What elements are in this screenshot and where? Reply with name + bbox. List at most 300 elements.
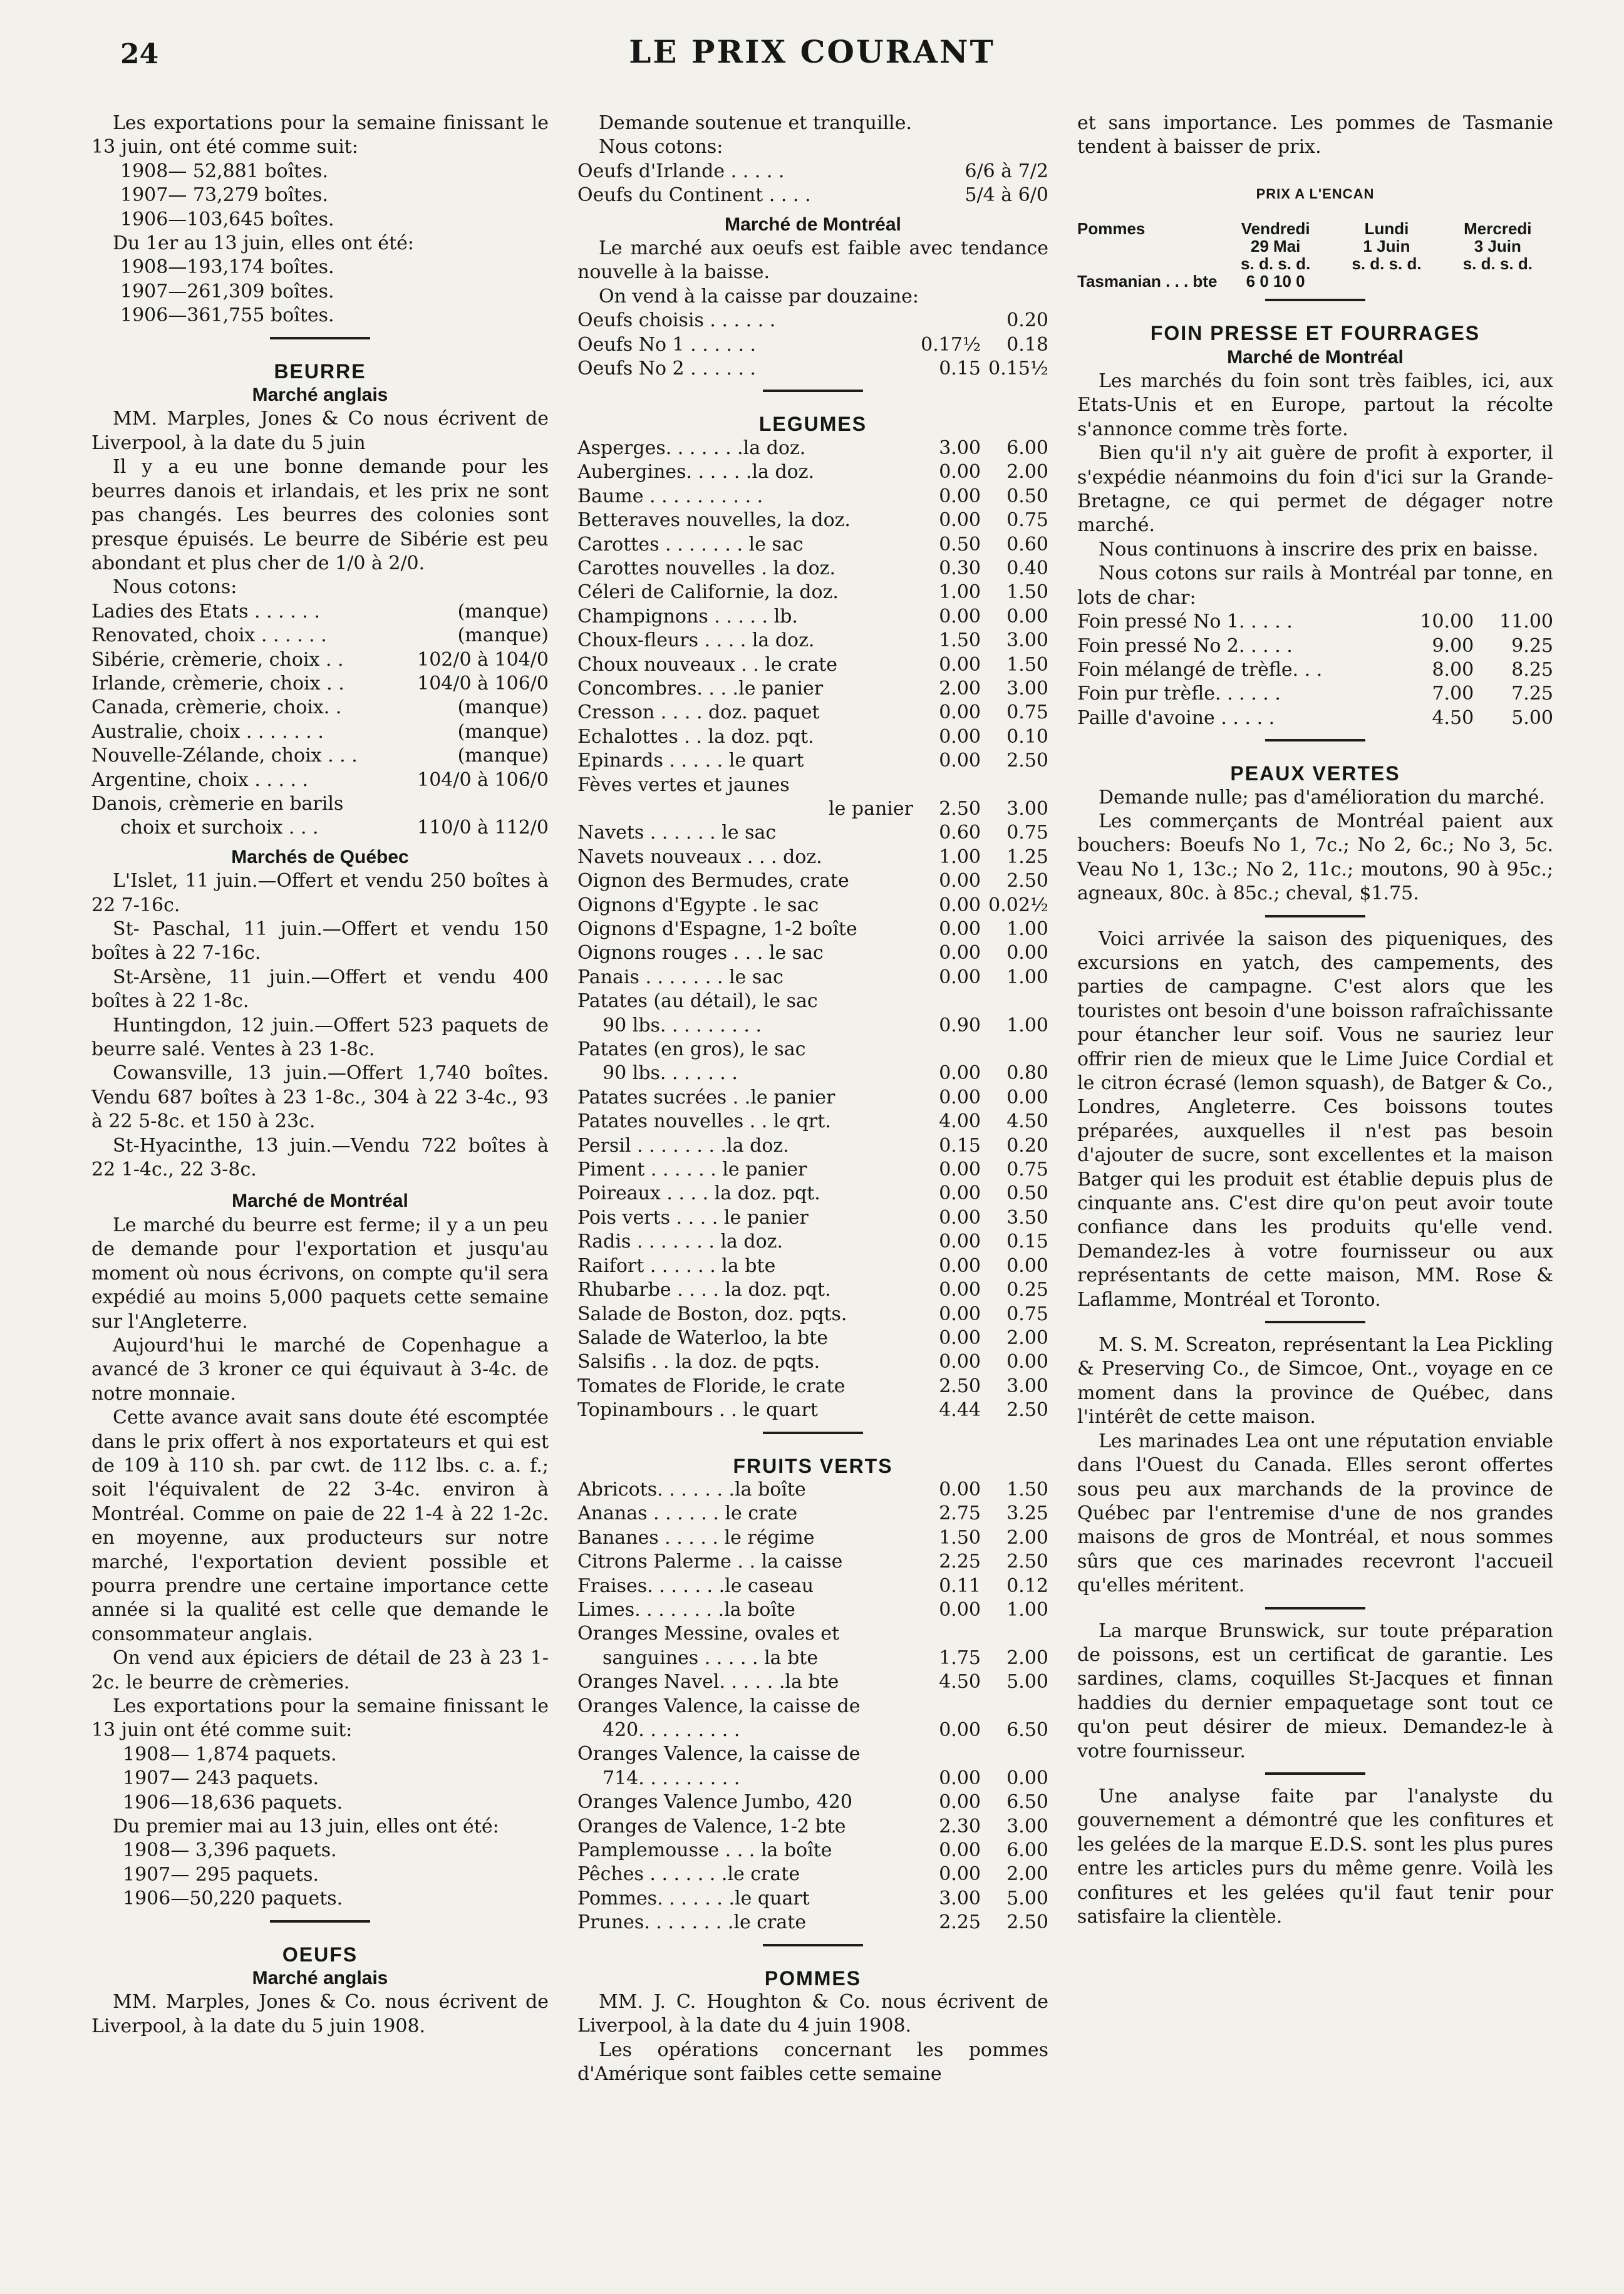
tasmanian-value [1442, 272, 1553, 290]
item-price: 6.50 [1006, 1791, 1048, 1814]
text-line: Cette avance avait sans doute été escomptée dans le prix offert à nos exportateurs et qui est de 109 à 110 sh. par cwt. de 112 lbs. c. a. f.; soit l'équivalent de 22 3-4c. environ à Montréal. Comme on paie de 22 1-4 à 22 1-2c. en moyenne, aux producteurs sur notre marché, l'exportation devient possible et pourra prendre une certaine importance cette année si la qualité est celle que demande le consommateur anglais. [91, 1407, 549, 1645]
pommes-para-3: et sans importance. Les pommes de Tasmanie tendent à baisser de prix. [1077, 112, 1553, 158]
item-name: Oignons rouges . . . le sac [577, 942, 824, 964]
text-line: 1906—103,645 boîtes. [120, 208, 334, 230]
item-price: 0.00 [939, 461, 981, 483]
item-price: 4.50 [939, 1671, 981, 1693]
date-header: 29 Mai [1250, 237, 1301, 256]
section-rule [1265, 1321, 1365, 1323]
table-row [577, 1718, 1048, 1742]
item-price: 4.50 [1432, 706, 1474, 729]
table-row [577, 1598, 1048, 1622]
page-number: 24 [120, 38, 159, 70]
table-row [577, 1398, 1048, 1422]
item-price: 9.25 [1511, 634, 1553, 657]
item-price: 0.00 [1006, 1086, 1048, 1108]
item-name: Carottes nouvelles . la doz. [577, 557, 836, 579]
item-price: 3.00 [1006, 677, 1048, 700]
item-price [981, 773, 1048, 797]
item-name: Fraises. . . . . . .le caseau [577, 1574, 814, 1597]
item-name: Foin mélangé de trèfle. . . [1077, 658, 1323, 681]
item-name: Radis . . . . . . . la doz. [577, 1231, 784, 1253]
table-row [577, 1767, 1048, 1790]
item-price: 0.00 [939, 1326, 981, 1349]
item-price: 0.00 [1006, 1351, 1048, 1373]
table-row [577, 653, 1048, 677]
item-name: Oranges Valence Jumbo, 420 [577, 1791, 852, 1814]
lea-paras [1077, 1333, 1553, 1598]
montreal-subheading: Marché de Montréal [232, 1191, 408, 1212]
text-line: Bien qu'il n'y ait guère de profit à exporter, il s'expédie néanmoins du foin d'ici sur la Grande-Bretagne, ce qui permet de dégager notre marché. [1077, 442, 1553, 537]
section-rule [763, 390, 863, 392]
item-name: Pamplemousse . . . la boîte [577, 1839, 832, 1862]
section-rule [763, 1432, 863, 1434]
item-price: 1.75 [939, 1646, 981, 1669]
item-price: 1.50 [939, 629, 981, 652]
egg-rows [577, 160, 1048, 208]
item-price [981, 1742, 1048, 1766]
legumes-heading: LEGUMES [758, 413, 867, 436]
table-row [91, 744, 549, 768]
item-name: Patates (en gros), le sac [577, 1038, 806, 1061]
table-row [91, 816, 549, 840]
table-row [577, 1911, 1048, 1935]
item-name: Piment . . . . . . le panier [577, 1159, 807, 1181]
item-price: 0.00 [939, 1086, 981, 1108]
item-price: 0.50 [939, 533, 981, 555]
table-row [577, 1863, 1048, 1886]
item-price: 7.25 [1511, 683, 1553, 705]
item-name: Abricots. . . . . . .la boîte [577, 1478, 806, 1501]
item-name: Pêches . . . . . . .le crate [577, 1863, 800, 1886]
item-name: Patates nouvelles . . le qrt. [577, 1110, 831, 1133]
text-line: 1906—50,220 paquets. [123, 1888, 343, 1910]
item-price: 2.50 [939, 797, 981, 820]
item-name: Rhubarbe . . . . la doz. pqt. [577, 1279, 831, 1301]
section-rule [1265, 299, 1365, 301]
item-price: 0.20 [1006, 1134, 1048, 1157]
quebec-subheading: Marchés de Québec [231, 846, 409, 867]
text-line: 1907— 243 paquets. [123, 1767, 319, 1790]
table-row [577, 629, 1048, 653]
item-name: Raifort . . . . . . la bte [577, 1254, 776, 1277]
item-price: 3.25 [1006, 1502, 1048, 1525]
item-price: 0.18 [1006, 333, 1048, 356]
eds-para: Une analyse faite par l'analyste du gouvernement a démontré que les confitures et les gelées de la marque E.D.S. sont les plus pures entre les articles purs du même genre. Voilà les confitures et les gelées qu'il faut tenir pour satisfaire la clientèle. [1077, 1785, 1553, 1928]
item-price: 0.00 [939, 1279, 981, 1301]
item-name: le panier [829, 797, 913, 820]
item-price: 5.00 [1511, 706, 1553, 729]
item-name: Argentine, choix . . . . . [91, 768, 309, 791]
item-price: 0.12 [1006, 1574, 1048, 1597]
table-row [577, 1502, 1048, 1526]
text-line: 1906—18,636 paquets. [123, 1791, 343, 1814]
pommes-heading: POMMES [764, 1966, 862, 1990]
item-price: 0.75 [1006, 1303, 1048, 1325]
item-price: 2.50 [939, 1375, 981, 1397]
item-price: 6.50 [1006, 1719, 1048, 1741]
unit-header: s. d. s. d. [1241, 254, 1311, 274]
oeufs-para-1: MM. Marples, Jones & Co. nous écrivent de Liverpool, à la date du 5 juin 1908. [91, 1991, 549, 2037]
table-row [577, 1670, 1048, 1694]
item-price: 0.00 [939, 1791, 981, 1814]
item-name: 90 lbs. . . . . . . . . [603, 1014, 762, 1036]
item-price: 0.00 [939, 1598, 981, 1621]
table-row [577, 989, 1048, 1013]
item-price: 0.60 [1006, 533, 1048, 555]
item-name: Irlande, crèmerie, choix . . [91, 672, 344, 695]
item-price: 0.15 [939, 358, 981, 380]
table-row [1077, 220, 1553, 237]
item-price: 0.00 [939, 1231, 981, 1253]
item-price [981, 1695, 1048, 1718]
item-price: 2.25 [939, 1551, 981, 1573]
item-price: 0.90 [939, 1014, 981, 1036]
item-price: 1.50 [1006, 653, 1048, 676]
table-row [577, 1182, 1048, 1206]
quebec-paras [91, 869, 549, 1182]
item-price: 0.00 [939, 605, 981, 628]
item-price: 104/0 à 106/0 [417, 768, 549, 791]
item-price: 1.50 [1006, 581, 1048, 604]
section-rule [270, 337, 370, 339]
table-row [577, 1038, 1048, 1062]
item-price: 1.00 [939, 845, 981, 868]
item-price: 0.15 [939, 1134, 981, 1157]
item-price: 0.75 [1006, 1159, 1048, 1181]
item-name: Oranges Navel. . . . . .la bte [577, 1671, 839, 1693]
egg-montreal-table [577, 309, 1048, 381]
table-row [577, 677, 1048, 701]
item-name: Foin pur trèfle. . . . . . [1077, 683, 1281, 705]
item-price: 9.00 [1432, 634, 1474, 657]
item-name: Oignons d'Egypte . le sac [577, 894, 819, 916]
table-row [577, 1303, 1048, 1326]
item-name: 90 lbs. . . . . . . [603, 1062, 738, 1085]
table-row [577, 1206, 1048, 1230]
table-row [577, 941, 1048, 965]
item-price [913, 1742, 981, 1766]
item-price: 0.00 [939, 1159, 981, 1181]
section-rule [270, 1920, 370, 1923]
table-row [91, 624, 549, 648]
beurre-para-2: Il y a eu une bonne demande pour les beurres danois et irlandais, et les prix ne sont pas changés. Les beurres des colonies sont presque épuisés. Le beurre de Sibérie est peu abondant et plus cher de 1/0 à 2/0. [91, 456, 549, 574]
item-price: 6.00 [1006, 437, 1048, 459]
egg-montreal-rows [577, 309, 1048, 381]
table-row [577, 1815, 1048, 1839]
table-row [577, 605, 1048, 629]
item-price: 2.00 [939, 677, 981, 700]
item-price: 2.30 [939, 1815, 981, 1837]
section-rule [1265, 1607, 1365, 1609]
item-price: 0.00 [939, 918, 981, 940]
beurre-heading: BEURRE [274, 359, 366, 383]
table-row [1077, 682, 1553, 706]
item-price: (manque) [457, 624, 549, 647]
table-row [577, 1622, 1048, 1646]
item-price: 4.00 [939, 1110, 981, 1133]
item-price: 0.00 [939, 1303, 981, 1325]
item-price: 3.50 [1006, 1206, 1048, 1229]
item-price: 0.00 [939, 1478, 981, 1501]
item-name: Prunes. . . . . . . .le crate [577, 1911, 807, 1934]
table-row [577, 533, 1048, 557]
table-row [577, 1574, 1048, 1598]
item-price: 0.60 [939, 822, 981, 844]
pommes-para-2: Les opérations concernant les pommes d'Amérique sont faibles cette semaine [577, 2038, 1048, 2085]
table-row [1077, 658, 1553, 682]
text-line: 1907—261,309 boîtes. [120, 280, 334, 302]
item-price: 0.00 [939, 701, 981, 724]
text-line: St-Hyacinthe, 13 juin.—Vendu 722 boîtes à 22 1-4c., 22 3-8c. [91, 1134, 549, 1181]
marche-anglais-subheading: Marché anglais [252, 385, 388, 406]
table-row [577, 749, 1048, 773]
table-row [577, 160, 1048, 183]
oeufs-marche-subheading: Marché anglais [252, 1968, 388, 1989]
item-price: 0.75 [1006, 701, 1048, 724]
item-price: 1.50 [1006, 1478, 1048, 1501]
table-row [1077, 610, 1553, 634]
item-name: Persil . . . . . . . .la doz. [577, 1134, 789, 1157]
danois-line-1: Danois, crèmerie en barils [91, 792, 344, 815]
item-price [913, 1038, 981, 1062]
item-price: 0.00 [1006, 1254, 1048, 1277]
oeufs-para-2: Demande soutenue et tranquille. [599, 112, 913, 134]
item-name: Salade de Waterloo, la bte [577, 1326, 828, 1349]
item-name: Citrons Palerme . . la caisse [577, 1551, 843, 1573]
item-name: Oranges Messine, ovales et [577, 1623, 840, 1645]
table-row [577, 1230, 1048, 1254]
table-row [577, 309, 1048, 333]
item-name: Ladies des Etats . . . . . . [91, 600, 320, 623]
unit-header: s. d. s. d. [1462, 254, 1533, 274]
montreal-paras [91, 1214, 549, 1743]
item-name: Bananes . . . . . le régime [577, 1526, 815, 1549]
oeufs-nous-cotons: Nous cotons: [599, 136, 723, 158]
item-name: Oeufs du Continent . . . . [577, 184, 811, 207]
section-rule [763, 1944, 863, 1946]
item-price: 0.00 [939, 750, 981, 772]
text-line: Cowansville, 13 juin.—Offert 1,740 boîtes. Vendu 687 boîtes à 23 1-8c., 304 à 22 3-4c., 93 à 22 5-8c. et 150 à 23c. [91, 1062, 549, 1133]
page-title: LE PRIX COURANT [629, 33, 995, 70]
item-price: 1.00 [1006, 1598, 1048, 1621]
table-row [577, 845, 1048, 869]
table-row [577, 485, 1048, 509]
item-price [913, 309, 981, 333]
egg-price-table [577, 160, 1048, 208]
prix-encan-header: PRIX A L'ENCAN [1256, 185, 1375, 202]
item-name: Ananas . . . . . . le crate [577, 1502, 798, 1525]
item-price [913, 773, 981, 797]
table-row [91, 720, 549, 744]
item-price: 0.00 [939, 1062, 981, 1085]
item-price: 1.50 [939, 1526, 981, 1549]
section-rule [1265, 915, 1365, 917]
text-line: 1907— 73,279 boîtes. [120, 184, 328, 207]
table-row [577, 1375, 1048, 1398]
table-row [577, 1695, 1048, 1718]
table-row [577, 1110, 1048, 1134]
text-line: Aujourd'hui le marché de Copenhague a avancé de 3 kroner ce qui équivaut à 3-4c. de notre monnaie. [91, 1334, 549, 1405]
day-header: Vendredi [1241, 219, 1310, 239]
item-price: 2.50 [1006, 870, 1048, 892]
item-name: Navets nouveaux . . . doz. [577, 845, 822, 868]
table-row [577, 333, 1048, 357]
item-price: 2.00 [1006, 1863, 1048, 1886]
text-line: L'Islet, 11 juin.—Offert et vendu 250 boîtes à 22 7-16c. [91, 870, 549, 916]
item-name: Betteraves nouvelles, la doz. [577, 509, 851, 532]
column-2 [577, 111, 1048, 2087]
text-line: St-Arsène, 11 juin.—Offert et vendu 400 boîtes à 22 1-8c. [91, 966, 549, 1013]
item-price: 1.25 [1006, 845, 1048, 868]
item-price [913, 1622, 981, 1646]
item-name: Australie, choix . . . . . . . [91, 720, 324, 743]
text-line: 1908— 1,874 paquets. [123, 1743, 337, 1765]
item-price: 0.00 [939, 653, 981, 676]
item-price: 0.40 [1006, 557, 1048, 579]
table-row [577, 1278, 1048, 1302]
fruits-table [577, 1478, 1048, 1935]
text-line: 1908— 52,881 boîtes. [120, 160, 328, 182]
butter-price-table [91, 600, 549, 792]
column-3 [1077, 111, 1553, 1929]
table-row [577, 1839, 1048, 1863]
item-price [981, 1622, 1048, 1646]
date-header: 1 Juin [1363, 237, 1410, 256]
mai-intro: Du premier mai au 13 juin, elles ont été: [113, 1816, 499, 1838]
item-price: 0.00 [939, 1767, 981, 1789]
butter-rows [91, 600, 549, 792]
item-name: 714. . . . . . . . . [603, 1767, 740, 1789]
item-price: 0.11 [939, 1574, 981, 1597]
item-name: Tomates de Floride, le crate [577, 1375, 846, 1397]
danois-line-2: choix et surchoix . . . [120, 817, 319, 839]
peaux-heading: PEAUX VERTES [1230, 762, 1400, 785]
oeufs-montreal-para-2: On vend à la caisse par douzaine: [599, 285, 919, 307]
item-price: (manque) [457, 600, 549, 623]
item-price: 0.15 [1006, 1231, 1048, 1253]
table-row [577, 725, 1048, 749]
item-name: Nouvelle-Zélande, choix . . . [91, 745, 358, 767]
peaux-paras [1077, 786, 1553, 906]
item-price: 8.25 [1511, 658, 1553, 681]
unit-header: s. d. s. d. [1352, 254, 1422, 274]
table-row [577, 821, 1048, 845]
table-row [577, 894, 1048, 917]
table-row [577, 1478, 1048, 1502]
item-name: Renovated, choix . . . . . . [91, 624, 327, 647]
text-line: On vend aux épiciers de détail de 23 à 23 1-2c. le beurre de crèmeries. [91, 1647, 549, 1693]
item-name: Foin pressé No 1. . . . . [1077, 611, 1293, 633]
item-price: (manque) [457, 745, 549, 767]
text-line: 1907— 295 paquets. [123, 1863, 319, 1886]
text-line: 1908—193,174 boîtes. [120, 256, 334, 279]
item-name: Oranges de Valence, 1-2 bte [577, 1815, 846, 1837]
item-name: 420. . . . . . . . . [603, 1719, 740, 1741]
text-line: Les commerçants de Montréal paient aux bouchers: Boeufs No 1, 7c.; No 2, 6c.; No 3, 5c. Veau No 1, 13c.; No 2, 11c.; moutons, 90 à 95c.; agneaux, 80c. à 85c.; cheval, $1.75. [1077, 810, 1553, 905]
item-name: Echalottes . . la doz. pqt. [577, 725, 814, 748]
table-row [577, 797, 1048, 821]
since-intro: Du 1er au 13 juin, elles ont été: [113, 232, 414, 255]
item-price: 1.00 [1006, 1014, 1048, 1036]
table-row [1077, 255, 1553, 272]
item-name: Carottes . . . . . . . le sac [577, 533, 804, 555]
fruits-rows [577, 1478, 1048, 1935]
item-price: 4.50 [1006, 1110, 1048, 1133]
item-price: 11.00 [1499, 611, 1553, 633]
item-price: 8.00 [1432, 658, 1474, 681]
table-row [577, 1887, 1048, 1911]
table-row [577, 1086, 1048, 1110]
item-price: 0.00 [939, 725, 981, 748]
item-price: 2.00 [1006, 1646, 1048, 1669]
item-name: Pommes. . . . . . .le quart [577, 1887, 810, 1909]
item-name: Oignon des Bermudes, crate [577, 870, 849, 892]
item-price: 0.00 [939, 1839, 981, 1862]
item-price: 3.00 [939, 1887, 981, 1909]
item-name: Patates sucrées . .le panier [577, 1086, 835, 1108]
item-name: Limes. . . . . . . .la boîte [577, 1598, 795, 1621]
item-price: (manque) [457, 696, 549, 719]
item-name: Epinards . . . . . le quart [577, 750, 804, 772]
export-lines [91, 160, 549, 232]
table-row [577, 917, 1048, 941]
item-price: 3.00 [1006, 629, 1048, 652]
oeufs-heading: OEUFS [282, 1943, 358, 1966]
item-name: Paille d'avoine . . . . . [1077, 706, 1275, 729]
table-row [577, 557, 1048, 581]
table-row [577, 701, 1048, 725]
item-price: 0.00 [939, 1719, 981, 1741]
item-price: 0.00 [939, 1351, 981, 1373]
table-row [1077, 706, 1553, 730]
text-line: Les marinades Lea ont une réputation enviable dans l'Ouest du Canada. Elles seront offertes sous peu aux marchands de la province de Québec par l'entremise d'une de nos grandes maisons de gros de Montréal, et nous sommes sûrs que ces marinades recevront l'accueil qu'elles méritent. [1077, 1430, 1553, 1597]
tasmanian-value [1331, 272, 1442, 290]
item-name: Sibérie, crèmerie, choix . . [91, 648, 344, 671]
table-row [577, 1350, 1048, 1374]
item-price: 0.10 [1006, 725, 1048, 748]
pommes-para-1: MM. J. C. Houghton & Co. nous écrivent de Liverpool, à la date du 4 juin 1908. [577, 1991, 1048, 2037]
item-price: 102/0 à 104/0 [417, 648, 549, 671]
item-price: 6.00 [1006, 1839, 1048, 1862]
item-price: 2.75 [939, 1502, 981, 1525]
item-price: 6/6 à 7/2 [965, 160, 1048, 182]
item-price: 0.75 [1006, 822, 1048, 844]
table-row [577, 1790, 1048, 1814]
item-price: 0.00 [939, 1182, 981, 1205]
item-name: Patates (au détail), le sac [577, 990, 818, 1013]
item-name: Fèves vertes et jaunes [577, 773, 790, 796]
item-price: 0.02½ [988, 894, 1048, 916]
item-name: Baume . . . . . . . . . . [577, 485, 763, 507]
item-price: 0.00 [939, 1254, 981, 1277]
table-row [577, 581, 1048, 604]
table-row [91, 648, 549, 672]
oeufs-montreal-subheading: Marché de Montréal [725, 214, 901, 235]
table-row [1077, 272, 1553, 290]
item-name: Oeufs d'Irlande . . . . . [577, 160, 785, 182]
item-name: Céleri de Californie, la doz. [577, 581, 839, 604]
table-row [91, 696, 549, 720]
item-name: Choux-fleurs . . . . la doz. [577, 629, 815, 652]
table-row [577, 869, 1048, 893]
table-row [577, 1158, 1048, 1182]
item-price: 0.00 [939, 485, 981, 507]
mai-lines [91, 1839, 549, 1911]
day-header: Mercredi [1464, 219, 1532, 239]
item-price: 2.25 [939, 1911, 981, 1934]
item-name: Choux nouveaux . . le crate [577, 653, 838, 676]
